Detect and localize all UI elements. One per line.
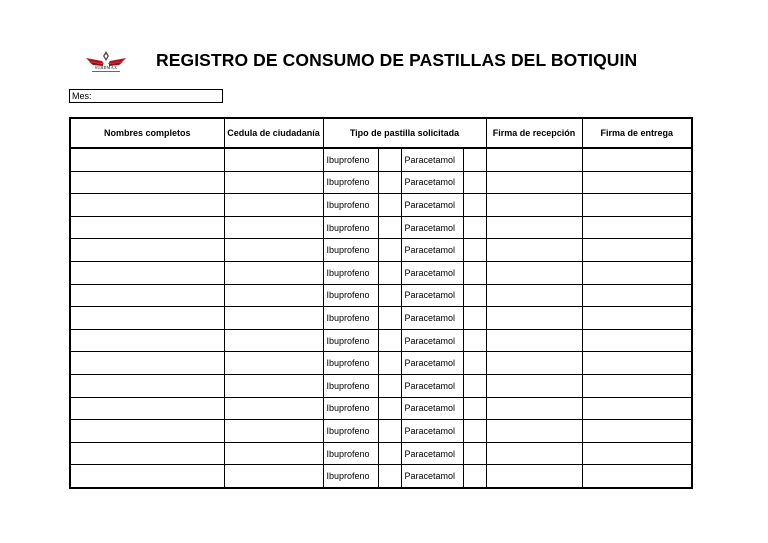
option-paracetamol-label: Paracetamol	[401, 352, 463, 375]
firma-recepcion-cell[interactable]	[486, 329, 582, 352]
option-paracetamol-box[interactable]	[463, 239, 486, 262]
col-header-firma-recepcion: Firma de recepción	[486, 118, 582, 148]
nombre-cell[interactable]	[70, 374, 224, 397]
table-row	[70, 329, 692, 352]
firma-entrega-cell[interactable]	[582, 352, 692, 375]
option-paracetamol-box[interactable]	[463, 261, 486, 284]
option-ibuprofeno-label: Ibuprofeno	[323, 216, 378, 239]
firma-entrega-cell[interactable]	[582, 374, 692, 397]
registro-table	[69, 117, 693, 489]
nombre-cell[interactable]	[70, 307, 224, 330]
option-paracetamol-box[interactable]	[463, 374, 486, 397]
option-paracetamol-box[interactable]	[463, 420, 486, 443]
table-row	[70, 148, 692, 171]
firma-entrega-cell[interactable]	[582, 465, 692, 488]
nombre-cell[interactable]	[70, 420, 224, 443]
mes-field[interactable]	[69, 89, 223, 103]
col-header-firma-entrega: Firma de entrega	[582, 118, 692, 148]
logo-wings-icon	[84, 49, 128, 75]
firma-entrega-cell[interactable]	[582, 307, 692, 330]
option-ibuprofeno-box[interactable]	[378, 374, 401, 397]
table-row	[70, 307, 692, 330]
option-ibuprofeno-label: Ibuprofeno	[323, 465, 378, 488]
cedula-cell[interactable]	[224, 239, 323, 262]
cedula-cell[interactable]	[224, 442, 323, 465]
cedula-cell[interactable]	[224, 261, 323, 284]
firma-entrega-cell[interactable]	[582, 284, 692, 307]
cedula-cell[interactable]	[224, 216, 323, 239]
firma-entrega-cell[interactable]	[582, 171, 692, 194]
option-paracetamol-label: Paracetamol	[401, 329, 463, 352]
table-header-row	[70, 118, 692, 148]
option-ibuprofeno-box[interactable]	[378, 307, 401, 330]
firma-recepcion-cell[interactable]	[486, 397, 582, 420]
option-paracetamol-box[interactable]	[463, 148, 486, 171]
option-paracetamol-label: Paracetamol	[401, 420, 463, 443]
nombre-cell[interactable]	[70, 329, 224, 352]
firma-recepcion-cell[interactable]	[486, 261, 582, 284]
option-ibuprofeno-box[interactable]	[378, 352, 401, 375]
firma-recepcion-cell[interactable]	[486, 284, 582, 307]
option-ibuprofeno-box[interactable]	[378, 465, 401, 488]
option-ibuprofeno-label: Ibuprofeno	[323, 397, 378, 420]
table-row	[70, 171, 692, 194]
option-ibuprofeno-box[interactable]	[378, 171, 401, 194]
firma-recepcion-cell[interactable]	[486, 352, 582, 375]
page-title: REGISTRO DE CONSUMO DE PASTILLAS DEL BOTIQUIN	[156, 50, 638, 70]
logo-text: SURDMAX	[94, 65, 118, 70]
option-paracetamol-label: Paracetamol	[401, 397, 463, 420]
option-ibuprofeno-label: Ibuprofeno	[323, 171, 378, 194]
company-logo	[84, 49, 128, 75]
firma-entrega-cell[interactable]	[582, 420, 692, 443]
nombre-cell[interactable]	[70, 239, 224, 262]
option-ibuprofeno-label: Ibuprofeno	[323, 442, 378, 465]
firma-recepcion-cell[interactable]	[486, 307, 582, 330]
option-ibuprofeno-box[interactable]	[378, 194, 401, 217]
option-ibuprofeno-label: Ibuprofeno	[323, 194, 378, 217]
option-ibuprofeno-box[interactable]	[378, 216, 401, 239]
option-paracetamol-label: Paracetamol	[401, 465, 463, 488]
firma-entrega-cell[interactable]	[582, 397, 692, 420]
cedula-cell[interactable]	[224, 148, 323, 171]
firma-entrega-cell[interactable]	[582, 148, 692, 171]
option-paracetamol-box[interactable]	[463, 397, 486, 420]
option-paracetamol-label: Paracetamol	[401, 442, 463, 465]
option-ibuprofeno-box[interactable]	[378, 420, 401, 443]
firma-entrega-cell[interactable]	[582, 329, 692, 352]
cedula-cell[interactable]	[224, 465, 323, 488]
firma-recepcion-cell[interactable]	[486, 216, 582, 239]
table-row	[70, 261, 692, 284]
nombre-cell[interactable]	[70, 284, 224, 307]
option-paracetamol-box[interactable]	[463, 465, 486, 488]
table-body	[70, 148, 692, 488]
option-paracetamol-box[interactable]	[463, 329, 486, 352]
nombre-cell[interactable]	[70, 465, 224, 488]
table-row	[70, 442, 692, 465]
firma-entrega-cell[interactable]	[582, 216, 692, 239]
option-paracetamol-label: Paracetamol	[401, 374, 463, 397]
option-paracetamol-label: Paracetamol	[401, 261, 463, 284]
option-ibuprofeno-label: Ibuprofeno	[323, 329, 378, 352]
table-row	[70, 239, 692, 262]
firma-recepcion-cell[interactable]	[486, 374, 582, 397]
cedula-cell[interactable]	[224, 374, 323, 397]
firma-recepcion-cell[interactable]	[486, 171, 582, 194]
option-paracetamol-box[interactable]	[463, 216, 486, 239]
option-paracetamol-label: Paracetamol	[401, 171, 463, 194]
option-paracetamol-box[interactable]	[463, 171, 486, 194]
table-row	[70, 352, 692, 375]
option-paracetamol-label: Paracetamol	[401, 307, 463, 330]
option-ibuprofeno-label: Ibuprofeno	[323, 148, 378, 171]
cedula-cell[interactable]	[224, 307, 323, 330]
firma-entrega-cell[interactable]	[582, 442, 692, 465]
table-row	[70, 397, 692, 420]
table-row	[70, 374, 692, 397]
nombre-cell[interactable]	[70, 397, 224, 420]
firma-entrega-cell[interactable]	[582, 261, 692, 284]
nombre-cell[interactable]	[70, 148, 224, 171]
table-row	[70, 284, 692, 307]
option-paracetamol-label: Paracetamol	[401, 148, 463, 171]
cedula-cell[interactable]	[224, 420, 323, 443]
cedula-cell[interactable]	[224, 397, 323, 420]
firma-recepcion-cell[interactable]	[486, 420, 582, 443]
option-ibuprofeno-box[interactable]	[378, 148, 401, 171]
option-paracetamol-label: Paracetamol	[401, 284, 463, 307]
cedula-cell[interactable]	[224, 171, 323, 194]
nombre-cell[interactable]	[70, 216, 224, 239]
nombre-cell[interactable]	[70, 352, 224, 375]
firma-recepcion-cell[interactable]	[486, 194, 582, 217]
table-row	[70, 194, 692, 217]
option-ibuprofeno-box[interactable]	[378, 397, 401, 420]
option-ibuprofeno-label: Ibuprofeno	[323, 284, 378, 307]
option-paracetamol-label: Paracetamol	[401, 216, 463, 239]
col-header-tipo-pastilla: Tipo de pastilla solicitada	[323, 118, 486, 148]
option-ibuprofeno-label: Ibuprofeno	[323, 239, 378, 262]
table-row	[70, 216, 692, 239]
option-paracetamol-box[interactable]	[463, 194, 486, 217]
option-paracetamol-box[interactable]	[463, 284, 486, 307]
firma-recepcion-cell[interactable]	[486, 442, 582, 465]
col-header-nombres: Nombres completos	[70, 118, 224, 148]
option-ibuprofeno-box[interactable]	[378, 239, 401, 262]
option-ibuprofeno-box[interactable]	[378, 284, 401, 307]
option-ibuprofeno-box[interactable]	[378, 329, 401, 352]
option-ibuprofeno-label: Ibuprofeno	[323, 420, 378, 443]
option-paracetamol-label: Paracetamol	[401, 194, 463, 217]
cedula-cell[interactable]	[224, 352, 323, 375]
nombre-cell[interactable]	[70, 194, 224, 217]
option-ibuprofeno-label: Ibuprofeno	[323, 374, 378, 397]
cedula-cell[interactable]	[224, 284, 323, 307]
col-header-cedula: Cedula de ciudadanía	[224, 118, 323, 148]
firma-entrega-cell[interactable]	[582, 194, 692, 217]
option-paracetamol-box[interactable]	[463, 307, 486, 330]
option-ibuprofeno-box[interactable]	[378, 261, 401, 284]
cedula-cell[interactable]	[224, 194, 323, 217]
table-row	[70, 465, 692, 488]
nombre-cell[interactable]	[70, 442, 224, 465]
table-row	[70, 420, 692, 443]
firma-entrega-cell[interactable]	[582, 239, 692, 262]
option-ibuprofeno-label: Ibuprofeno	[323, 261, 378, 284]
option-ibuprofeno-box[interactable]	[378, 442, 401, 465]
option-paracetamol-box[interactable]	[463, 352, 486, 375]
nombre-cell[interactable]	[70, 171, 224, 194]
cedula-cell[interactable]	[224, 329, 323, 352]
firma-recepcion-cell[interactable]	[486, 465, 582, 488]
option-ibuprofeno-label: Ibuprofeno	[323, 352, 378, 375]
option-paracetamol-box[interactable]	[463, 442, 486, 465]
firma-recepcion-cell[interactable]	[486, 239, 582, 262]
nombre-cell[interactable]	[70, 261, 224, 284]
option-ibuprofeno-label: Ibuprofeno	[323, 307, 378, 330]
mes-label: Mes:	[72, 91, 92, 101]
firma-recepcion-cell[interactable]	[486, 148, 582, 171]
option-paracetamol-label: Paracetamol	[401, 239, 463, 262]
